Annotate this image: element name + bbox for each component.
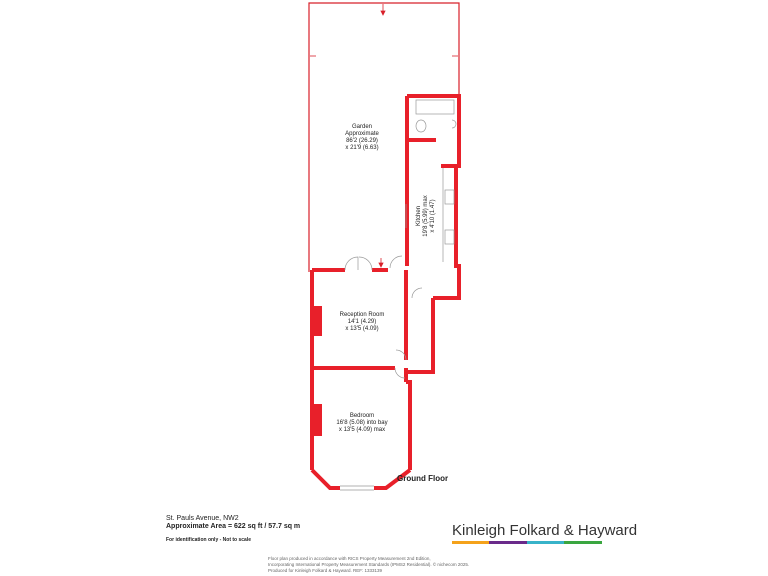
disclaimer-line-3: Produced for Kinleigh Folkard & Hayward. REF: 1333139 bbox=[268, 568, 383, 573]
reception-label: Reception Room bbox=[339, 312, 385, 318]
brand-bar-cyan bbox=[527, 541, 564, 544]
bedroom-dim-1: 16'8 (5.08) into bay bbox=[336, 420, 388, 426]
bedroom-dim-2: x 13'5 (4.09) max bbox=[338, 427, 386, 433]
floor-label: Ground Floor bbox=[397, 474, 449, 483]
property-address: St. Pauls Avenue, NW2 bbox=[166, 515, 239, 522]
garden-approx: Approximate bbox=[345, 131, 379, 137]
kitchen-label: Kitchen bbox=[416, 205, 422, 227]
kitchen-label-group bbox=[416, 195, 436, 237]
reception-dim-1: 14'1 (4.29) bbox=[347, 319, 377, 325]
garden-boundary bbox=[309, 3, 459, 272]
brand-bar-purple bbox=[489, 541, 527, 544]
property-note: For identification only - Not to scale bbox=[166, 537, 252, 543]
brand-bar-green bbox=[564, 541, 602, 544]
disclaimer bbox=[268, 556, 469, 574]
disclaimer-line-1: Floor plan produced in accordance with RICS Property Measurement 2nd Edition, bbox=[268, 556, 431, 561]
disclaimer-line-2: Incorporating International Property Measurement Standards (IPMS2 Residential). © nichecom 2025. bbox=[268, 562, 470, 567]
brand-name: Kinleigh Folkard & Hayward bbox=[452, 522, 638, 539]
garden-label: Garden bbox=[351, 124, 373, 130]
kitchen-dim-1: 19'8 (5.99) max bbox=[423, 195, 429, 237]
bedroom-label: Bedroom bbox=[349, 413, 375, 419]
chimney-breast-reception bbox=[312, 306, 322, 336]
property-area: Approximate Area = 622 sq ft / 57.7 sq m bbox=[166, 523, 301, 530]
kitchen-dim-2: x 4'10 (1.47) bbox=[430, 199, 436, 233]
walls bbox=[312, 96, 459, 488]
garden-dim-1: 86'2 (26.29) bbox=[346, 138, 378, 144]
chimney-breast-bedroom bbox=[312, 404, 322, 436]
garden-dim-2: x 21'9 (6.63) bbox=[345, 145, 379, 151]
reception-dim-2: x 13'5 (4.09) bbox=[345, 326, 379, 332]
brand-bar-orange bbox=[452, 541, 489, 544]
